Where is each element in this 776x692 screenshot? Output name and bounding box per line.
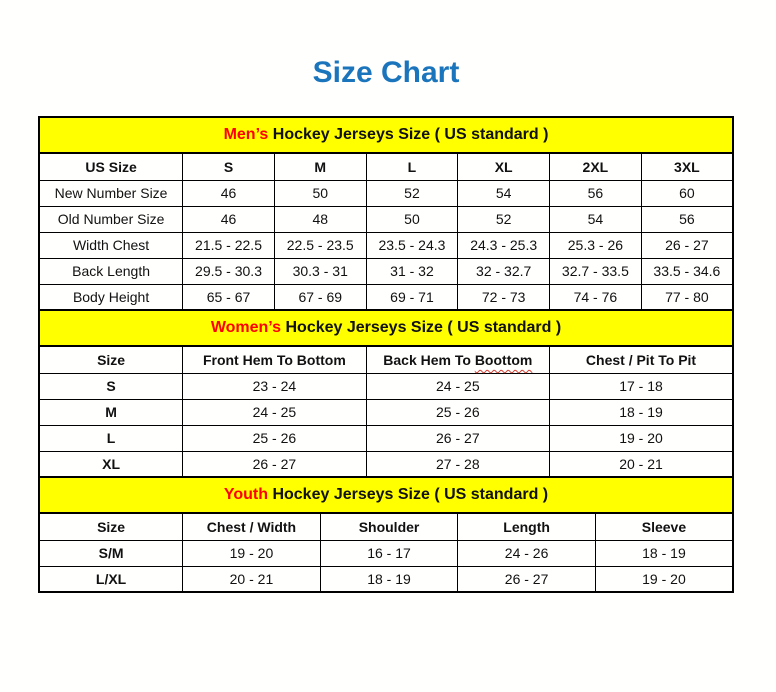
mens-value-cell: 69 - 71	[366, 284, 458, 310]
youth-column-header: Size	[39, 513, 183, 540]
womens-table-row	[39, 373, 733, 399]
womens-table-row	[39, 399, 733, 425]
youth-column-header: Length	[458, 513, 596, 540]
youth-size-section	[38, 476, 734, 593]
mens-value-cell: 29.5 - 30.3	[183, 258, 275, 284]
womens-value-cell: 24 - 25	[366, 373, 549, 399]
youth-value-cell: 16 - 17	[320, 540, 458, 566]
mens-row-label: Old Number Size	[39, 206, 183, 232]
youth-section-header-rest: Hockey Jerseys Size ( US standard )	[268, 486, 549, 503]
youth-column-header: Chest / Width	[183, 513, 321, 540]
womens-value-cell: 25 - 26	[183, 425, 366, 451]
youth-value-cell: 24 - 26	[458, 540, 596, 566]
mens-value-cell: 46	[183, 206, 275, 232]
page-title: Size Chart	[312, 56, 460, 89]
mens-column-header: US Size	[39, 153, 183, 180]
womens-column-header: Size	[39, 346, 183, 373]
womens-value-cell: 20 - 21	[550, 451, 733, 477]
mens-column-header: M	[274, 153, 366, 180]
youth-table-row	[39, 566, 733, 592]
womens-value-cell: 23 - 24	[183, 373, 366, 399]
mens-value-cell: 32.7 - 33.5	[550, 258, 642, 284]
womens-size-table	[38, 345, 734, 478]
mens-value-cell: 25.3 - 26	[550, 232, 642, 258]
womens-table-row	[39, 425, 733, 451]
mens-value-cell: 26 - 27	[641, 232, 733, 258]
mens-section-header-highlight: Men’s	[223, 126, 269, 143]
youth-value-cell: 19 - 20	[183, 540, 321, 566]
mens-value-cell: 54	[458, 180, 550, 206]
mens-value-cell: 50	[274, 180, 366, 206]
mens-table-row	[39, 232, 733, 258]
mens-value-cell: 60	[641, 180, 733, 206]
mens-column-header: 2XL	[550, 153, 642, 180]
youth-header-row	[39, 513, 733, 540]
mens-column-header: L	[366, 153, 458, 180]
womens-table-row	[39, 451, 733, 477]
womens-value-cell: 26 - 27	[183, 451, 366, 477]
mens-table-row	[39, 206, 733, 232]
mens-value-cell: 31 - 32	[366, 258, 458, 284]
mens-header-row	[39, 153, 733, 180]
womens-column-header: Front Hem To Bottom	[183, 346, 366, 373]
mens-size-section	[38, 116, 734, 311]
mens-value-cell: 67 - 69	[274, 284, 366, 310]
youth-section-header-highlight: Youth	[223, 486, 268, 503]
mens-value-cell: 30.3 - 31	[274, 258, 366, 284]
womens-section-header-highlight: Women’s	[210, 319, 282, 336]
womens-value-cell: 17 - 18	[550, 373, 733, 399]
mens-value-cell: 46	[183, 180, 275, 206]
mens-value-cell: 54	[550, 206, 642, 232]
womens-value-cell: 26 - 27	[366, 425, 549, 451]
mens-value-cell: 56	[550, 180, 642, 206]
mens-value-cell: 33.5 - 34.6	[641, 258, 733, 284]
mens-value-cell: 23.5 - 24.3	[366, 232, 458, 258]
mens-section-header-rest: Hockey Jerseys Size ( US standard )	[268, 126, 549, 143]
womens-value-cell: 24 - 25	[183, 399, 366, 425]
womens-header-row	[39, 346, 733, 373]
youth-size-table	[38, 512, 734, 593]
womens-row-label: S	[39, 373, 183, 399]
mens-size-table	[38, 152, 734, 311]
youth-column-header: Shoulder	[320, 513, 458, 540]
youth-value-cell: 20 - 21	[183, 566, 321, 592]
misspelled-word: Boottom	[474, 351, 533, 368]
mens-value-cell: 50	[366, 206, 458, 232]
womens-value-cell: 19 - 20	[550, 425, 733, 451]
youth-row-label: S/M	[39, 540, 183, 566]
mens-column-header: S	[183, 153, 275, 180]
youth-section-header	[38, 476, 734, 514]
womens-value-cell: 27 - 28	[366, 451, 549, 477]
mens-table-row	[39, 180, 733, 206]
mens-value-cell: 77 - 80	[641, 284, 733, 310]
mens-section-header	[38, 116, 734, 154]
youth-value-cell: 18 - 19	[595, 540, 733, 566]
youth-value-cell: 26 - 27	[458, 566, 596, 592]
mens-value-cell: 48	[274, 206, 366, 232]
mens-value-cell: 56	[641, 206, 733, 232]
mens-value-cell: 22.5 - 23.5	[274, 232, 366, 258]
mens-value-cell: 72 - 73	[458, 284, 550, 310]
mens-column-header: XL	[458, 153, 550, 180]
mens-value-cell: 52	[366, 180, 458, 206]
womens-column-header: Chest / Pit To Pit	[550, 346, 733, 373]
mens-value-cell: 74 - 76	[550, 284, 642, 310]
womens-row-label: XL	[39, 451, 183, 477]
womens-section-header-rest: Hockey Jerseys Size ( US standard )	[281, 319, 562, 336]
mens-value-cell: 65 - 67	[183, 284, 275, 310]
mens-value-cell: 24.3 - 25.3	[458, 232, 550, 258]
mens-table-row	[39, 284, 733, 310]
mens-row-label: Body Height	[39, 284, 183, 310]
mens-table-row	[39, 258, 733, 284]
womens-row-label: M	[39, 399, 183, 425]
youth-column-header: Sleeve	[595, 513, 733, 540]
mens-row-label: Width Chest	[39, 232, 183, 258]
youth-value-cell: 19 - 20	[595, 566, 733, 592]
womens-section-header	[38, 309, 734, 347]
youth-table-row	[39, 540, 733, 566]
youth-row-label: L/XL	[39, 566, 183, 592]
mens-row-label: Back Length	[39, 258, 183, 284]
youth-value-cell: 18 - 19	[320, 566, 458, 592]
womens-value-cell: 25 - 26	[366, 399, 549, 425]
mens-value-cell: 52	[458, 206, 550, 232]
mens-row-label: New Number Size	[39, 180, 183, 206]
size-chart-page	[38, 0, 734, 593]
mens-value-cell: 21.5 - 22.5	[183, 232, 275, 258]
womens-column-header: Back Hem To Boottom	[366, 346, 549, 373]
womens-size-section	[38, 309, 734, 478]
mens-value-cell: 32 - 32.7	[458, 258, 550, 284]
mens-column-header: 3XL	[641, 153, 733, 180]
womens-value-cell: 18 - 19	[550, 399, 733, 425]
womens-row-label: L	[39, 425, 183, 451]
